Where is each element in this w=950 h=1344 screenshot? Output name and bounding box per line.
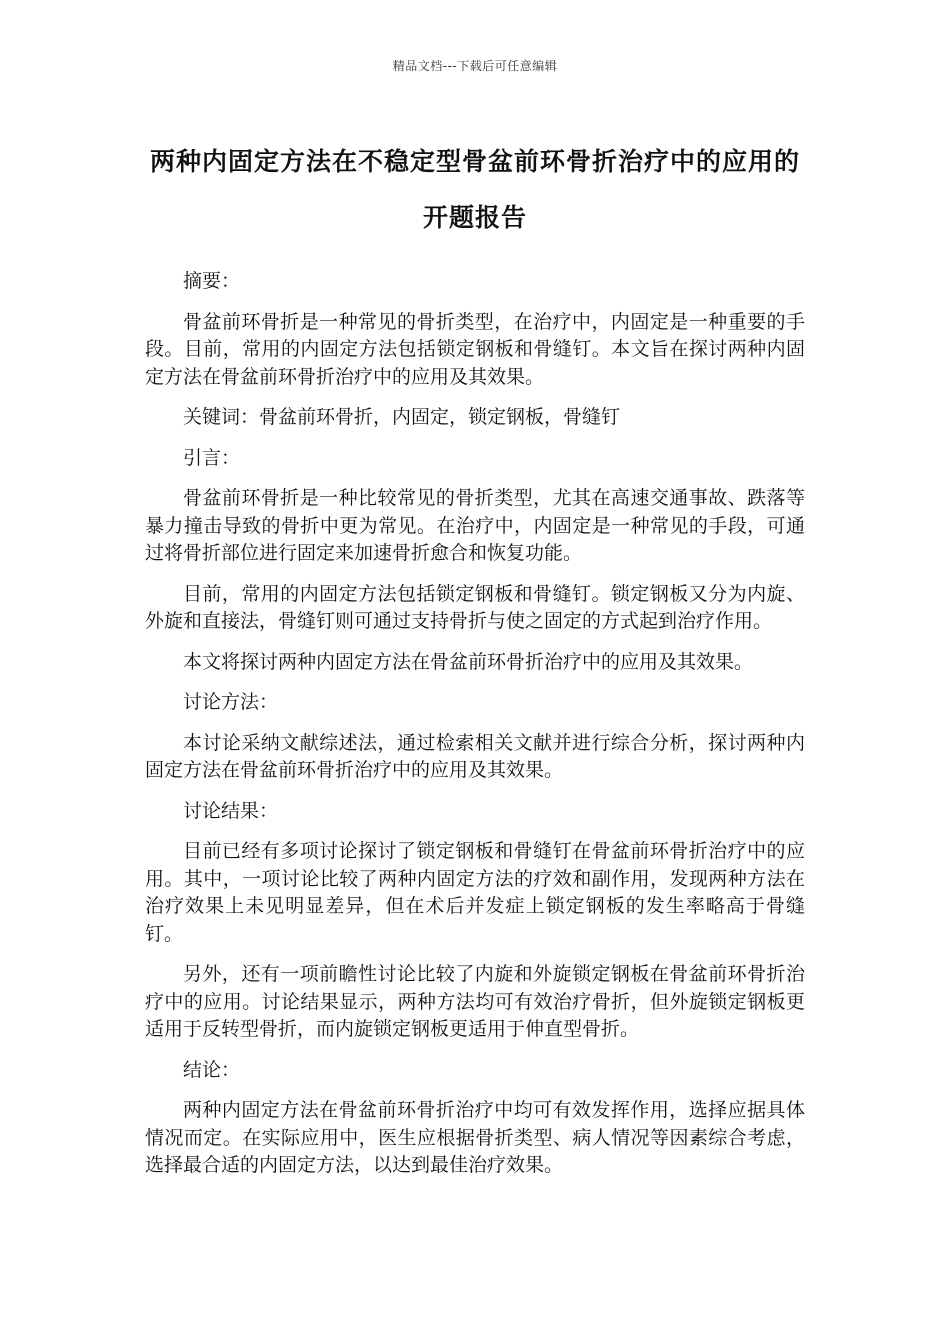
- results-paragraph-2: 另外，还有一项前瞻性讨论比较了内旋和外旋锁定钢板在骨盆前环骨折治疗中的应用。讨论结果显示，两种方法均可有效治疗骨折，但外旋锁定钢板更适用于反转型骨折，而内旋锁定钢板更适用于伸直型骨折。: [145, 963, 805, 1040]
- intro-paragraph-2: 目前，常用的内固定方法包括锁定钢板和骨缝钉。锁定钢板又分为内旋、外旋和直接法，骨缝钉则可通过支持骨折与使之固定的方式起到治疗作用。: [145, 582, 805, 632]
- results-paragraph-1: 目前已经有多项讨论探讨了锁定钢板和骨缝钉在骨盆前环骨折治疗中的应用。其中，一项讨论比较了两种内固定方法的疗效和副作用，发现两种方法在治疗效果上未见明显差异，但在术后并发症上锁定钢板的发生率略高于骨缝钉。: [145, 840, 805, 945]
- keywords-line: 关键词：骨盆前环骨折，内固定，锁定钢板，骨缝钉: [183, 406, 621, 428]
- intro-paragraph-3: 本文将探讨两种内固定方法在骨盆前环骨折治疗中的应用及其效果。: [183, 650, 754, 673]
- document-title: 两种内固定方法在不稳定型骨盆前环骨折治疗中的应用的开题报告: [149, 147, 800, 232]
- intro-heading: 引言：: [183, 446, 241, 469]
- conclusion-heading: 结论：: [183, 1058, 241, 1081]
- conclusion-paragraph: 两种内固定方法在骨盆前环骨折治疗中均可有效发挥作用，选择应据具体情况而定。在实际应用中，医生应根据骨折类型、病人情况等因素综合考虑，选择最合适的内固定方法，以达到最佳治疗效果。: [145, 1099, 805, 1176]
- intro-paragraph-1: 骨盆前环骨折是一种比较常见的骨折类型，尤其在高速交通事故、跌落等暴力撞击导致的骨折中更为常见。在治疗中，内固定是一种常见的手段，可通过将骨折部位进行固定来加速骨折愈合和恢复功能。: [145, 487, 805, 564]
- document-body: [145, 268, 805, 1193]
- header-note: 精品文档---下载后可任意编辑: [392, 59, 558, 73]
- abstract-heading: 摘要：: [183, 270, 241, 292]
- results-heading: 讨论结果：: [183, 799, 279, 822]
- abstract-paragraph: 骨盆前环骨折是一种常见的骨折类型，在治疗中，内固定是一种重要的手段。目前，常用的内固定方法包括锁定钢板和骨缝钉。本文旨在探讨两种内固定方法在骨盆前环骨折治疗中的应用及其效果。: [145, 310, 805, 388]
- method-heading: 讨论方法：: [183, 691, 279, 713]
- method-paragraph: 本讨论采纳文献综述法，通过检索相关文献并进行综合分析，探讨两种内固定方法在骨盆前环骨折治疗中的应用及其效果。: [145, 731, 805, 781]
